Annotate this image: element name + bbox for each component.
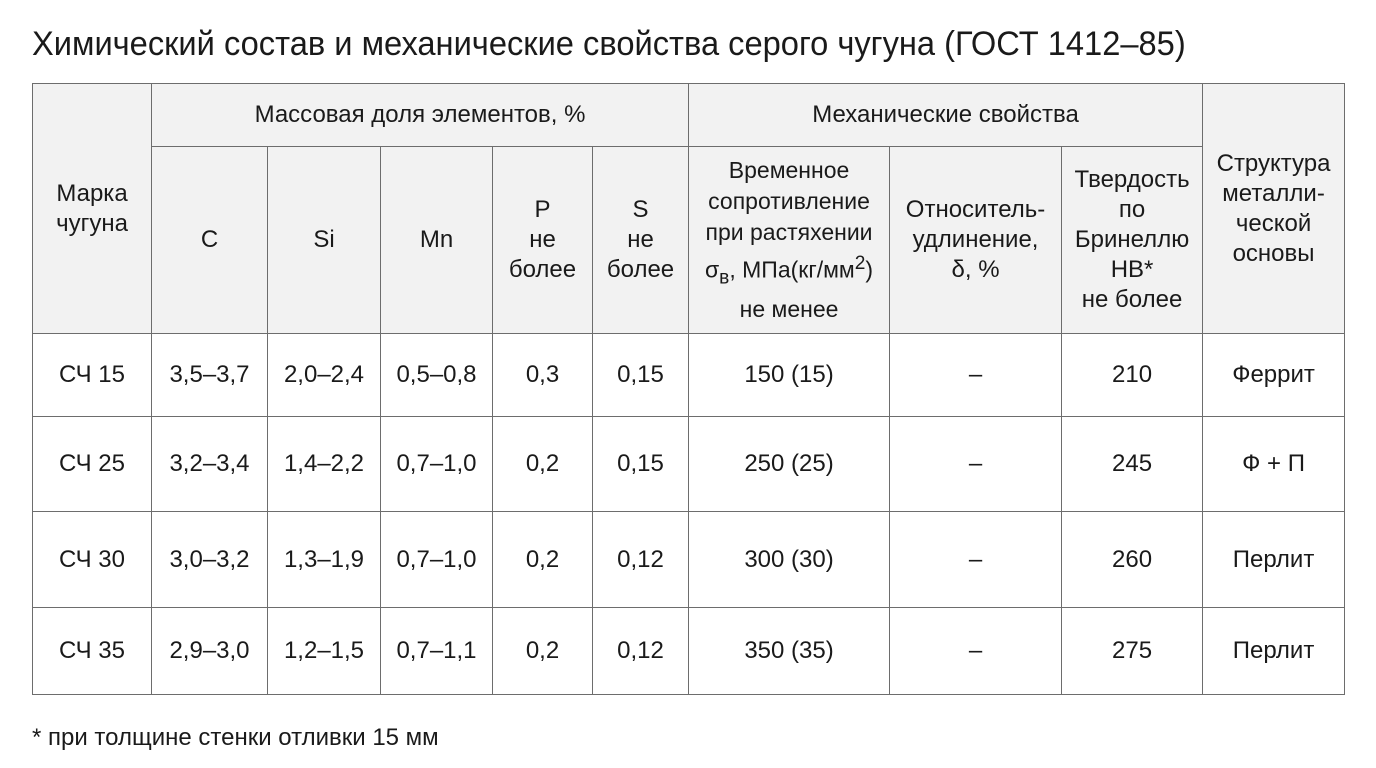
header-hardness-line: по — [1118, 196, 1146, 223]
header-mn: Mn — [381, 147, 493, 334]
header-tensile — [689, 147, 890, 334]
cell-s: 0,15 — [593, 417, 689, 512]
cell-s: 0,12 — [593, 512, 689, 608]
cell-grade: СЧ 25 — [33, 417, 152, 512]
header-p-line: P — [534, 196, 551, 223]
header-s — [593, 147, 689, 334]
cell-si: 1,2–1,5 — [268, 608, 381, 695]
header-p-line: более — [508, 256, 577, 283]
cell-tensile: 150 (15) — [689, 334, 890, 417]
header-c: C — [152, 147, 268, 334]
cell-elongation: – — [890, 512, 1062, 608]
header-grade-line: чугуна — [56, 209, 128, 237]
cell-c: 3,2–3,4 — [152, 417, 268, 512]
cell-structure: Ф + П — [1203, 417, 1345, 512]
header-s-line: более — [606, 256, 675, 283]
cell-hardness: 260 — [1062, 512, 1203, 608]
header-tensile-line: при растяхении — [705, 219, 873, 246]
cell-grade: СЧ 15 — [33, 334, 152, 417]
cell-grade: СЧ 30 — [33, 512, 152, 608]
cell-p: 0,3 — [493, 334, 593, 417]
cell-tensile: 250 (25) — [689, 417, 890, 512]
header-hardness-line: Бринеллю — [1074, 226, 1190, 253]
header-grade — [33, 84, 152, 334]
cell-hardness: 210 — [1062, 334, 1203, 417]
header-structure-line: Структура — [1216, 149, 1331, 177]
cell-si: 1,3–1,9 — [268, 512, 381, 608]
cell-c: 3,0–3,2 — [152, 512, 268, 608]
cell-tensile: 300 (30) — [689, 512, 890, 608]
units-close: ) — [865, 257, 874, 284]
header-structure-line: металли- — [1222, 179, 1325, 207]
header-tensile-units — [691, 248, 887, 293]
cell-hardness: 245 — [1062, 417, 1203, 512]
header-elongation-line: удлинение, — [912, 226, 1039, 253]
cell-c: 2,9–3,0 — [152, 608, 268, 695]
header-s-line: S — [632, 196, 649, 223]
cell-s: 0,15 — [593, 334, 689, 417]
cell-mn: 0,7–1,0 — [381, 417, 493, 512]
header-si: Si — [268, 147, 381, 334]
cell-hardness: 275 — [1062, 608, 1203, 695]
header-tensile-line: не менее — [739, 295, 839, 322]
header-elongation-line: δ, % — [951, 256, 1000, 283]
properties-table — [32, 83, 1345, 695]
cell-elongation: – — [890, 334, 1062, 417]
header-hardness — [1062, 147, 1203, 334]
cell-elongation: – — [890, 417, 1062, 512]
cell-s: 0,12 — [593, 608, 689, 695]
cell-structure: Феррит — [1203, 334, 1345, 417]
header-row-groups — [33, 84, 1345, 147]
cell-structure: Перлит — [1203, 512, 1345, 608]
header-grade-line: Марка — [56, 179, 128, 207]
header-elongation-line: Относитель- — [905, 196, 1046, 223]
sigma-subscript: в — [719, 267, 730, 289]
header-structure — [1203, 84, 1345, 334]
cell-p: 0,2 — [493, 608, 593, 695]
page-title: Химический состав и механические свойства серого чугуна (ГОСТ 1412–85) — [32, 25, 1186, 63]
header-mechanical: Механические свойства — [689, 84, 1203, 147]
cell-si: 2,0–2,4 — [268, 334, 381, 417]
cell-grade: СЧ 35 — [33, 608, 152, 695]
table-row — [33, 417, 1345, 512]
cell-mn: 0,5–0,8 — [381, 334, 493, 417]
units-superscript: 2 — [854, 253, 866, 275]
table-row — [33, 608, 1345, 695]
cell-mn: 0,7–1,0 — [381, 512, 493, 608]
header-hardness-line: HB* — [1110, 256, 1154, 283]
header-hardness-line: Твердость — [1074, 166, 1190, 193]
header-tensile-line: сопротивление — [708, 188, 870, 215]
cell-p: 0,2 — [493, 512, 593, 608]
header-structure-line: основы — [1232, 239, 1315, 267]
table-row — [33, 334, 1345, 417]
header-mass-fraction: Массовая доля элементов, % — [152, 84, 689, 147]
cell-si: 1,4–2,2 — [268, 417, 381, 512]
header-s-line: не — [627, 226, 654, 253]
cell-p: 0,2 — [493, 417, 593, 512]
header-structure-line: ческой — [1235, 209, 1312, 237]
cell-mn: 0,7–1,1 — [381, 608, 493, 695]
header-tensile-line: Временное — [728, 157, 850, 184]
units-text: , МПа(кг/мм — [729, 257, 855, 284]
cell-elongation: – — [890, 608, 1062, 695]
footnote: * при толщине стенки отливки 15 мм — [32, 724, 439, 751]
header-elongation — [890, 147, 1062, 334]
header-row-columns — [33, 147, 1345, 334]
header-p — [493, 147, 593, 334]
sigma-symbol: σ — [704, 257, 720, 284]
table-row — [33, 512, 1345, 608]
header-p-line: не — [529, 226, 556, 253]
header-hardness-line: не более — [1081, 286, 1183, 313]
cell-structure: Перлит — [1203, 608, 1345, 695]
cell-c: 3,5–3,7 — [152, 334, 268, 417]
cell-tensile: 350 (35) — [689, 608, 890, 695]
